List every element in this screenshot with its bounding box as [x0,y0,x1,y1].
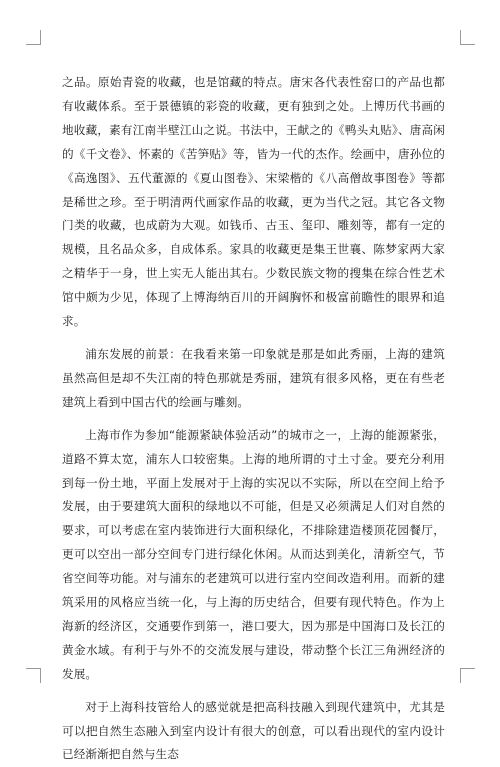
paragraph-science-museum: 对于上海科技管给人的感觉就是把高科技融入到现代建筑中，尤其是可以把自然生态融入到室内设计有很大的创意，可以看出现代的室内设计已经渐渐把自然与生态 [62,699,445,762]
crop-mark-top-right [460,30,475,45]
crop-mark-top-left [26,30,41,45]
paragraph-pudong-prospects: 浦东发展的前景：在我看来第一印象就是那是如此秀丽，上海的建筑虽然高但是却不失江南的特色那就是秀丽，建筑有很多风格，更在有些老建筑上看到中国古代的绘画与雕刻。 [62,346,445,409]
crop-mark-bottom-right [460,668,475,683]
document-body [62,71,445,767]
paragraph-shanghai-energy: 上海市作为参加“能源紧缺体验活动”的城市之一，上海的能源紧张，道路不算太宽，浦东人口较密集。上海的地所谓的寸土寸金。要充分利用到每一份土地，平面上发展对于上海的实况以不实际，所以在空间上给予发展，由于要建筑大面积的绿地以不可能，但是又必须满足人们对自然的要求，可以考虑在室内装饰进行大面积绿化，不排除建造楼顶花园餐厅，更可以空出一部分空间专门进行绿化休闲。从而达到美化，清新空气，节省空间等功能。对与浦东的老建筑可以进行室内空间改造利用。而新的建筑采用的风格应当统一化，与上海的历史结合，但要有现代特色。作为上海新的经济区，交通要作到第一，港口要大，因为那是中国海口及长江的黄金水域。有利于与外不的交流发展与建设，带动整个长江三角洲经济的发展。 [62,427,445,681]
crop-mark-bottom-left [26,668,41,683]
paragraph-museum-collection: 之品。原始青瓷的收藏，也是馆藏的特点。唐宋各代表性窑口的产品也都有收藏体系。至于景德镇的彩瓷的收藏，更有独到之处。上博历代书画的地收藏，素有江南半壁江山之说。书法中，王献之的《鸭头丸贴》、唐高闲的《千文卷》、怀素的《苦笋贴》等，皆为一代的杰作。绘画中，唐孙位的《高逸图》、五代董源的《夏山图卷》、宋梁楷的《八高僧故事图卷》等都是稀世之珍。至于明清两代画家作品的收藏，更为当代之冠。其它各文物门类的收藏，也成蔚为大观。如钱币、古玉、玺印、雕刻等，都有一定的规模，且名品众多，自成体系。家具的收藏更是集王世襄、陈梦家两大家之精华于一身，世上实无人能出其右。少数民族文物的搜集在综合性艺术馆中颇为少见，体现了上博海纳百川的开阔胸怀和极富前瞻性的眼界和追求。 [62,75,445,329]
